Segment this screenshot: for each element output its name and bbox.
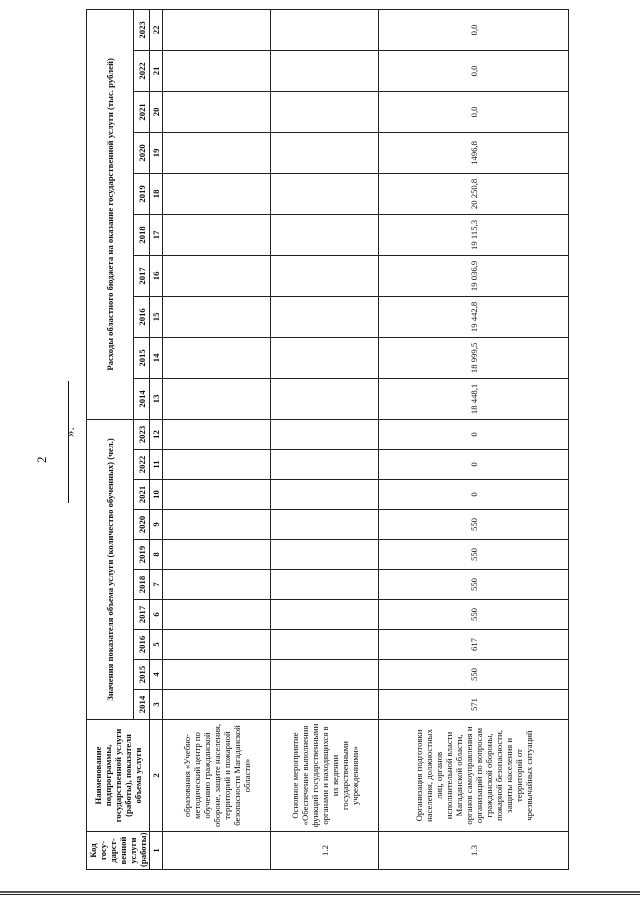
row-name: Основное мероприятие «Обеспечение выполнения функций государственными органами и находящихся в их ведении государственными учреждениями»: [271, 720, 379, 832]
expense-cell: [271, 378, 379, 419]
expense-cell: [271, 173, 379, 214]
table-row: [271, 9, 379, 869]
volume-cell: [163, 540, 271, 570]
row-name: образования «Учебно-методический центр по обучению гражданской обороне, защите населения, территорий и пожарной безопасности Магаданской области»: [163, 720, 271, 832]
budget-table: [86, 9, 569, 870]
header-volume-year: 2020: [134, 510, 150, 540]
header-expense-year: 2020: [134, 132, 150, 173]
expense-cell: 20 250,8: [379, 173, 569, 214]
column-number: 21: [150, 50, 163, 91]
expense-cell: 0,0: [379, 50, 569, 91]
header-volume-year: 2017: [134, 600, 150, 630]
column-number: 5: [150, 630, 163, 660]
volume-cell: [271, 419, 379, 449]
row-code: 1.2: [271, 832, 379, 870]
volume-cell: [163, 480, 271, 510]
expense-cell: [163, 378, 271, 419]
volume-cell: [163, 570, 271, 600]
volume-cell: 550: [379, 510, 569, 540]
column-number: 2: [150, 720, 163, 832]
header-volume-year: 2022: [134, 450, 150, 480]
header-expense-year: 2017: [134, 255, 150, 296]
volume-cell: [163, 450, 271, 480]
volume-cell: [163, 660, 271, 690]
volume-cell: [271, 450, 379, 480]
column-number: 13: [150, 378, 163, 419]
volume-cell: [271, 540, 379, 570]
volume-cell: 0: [379, 450, 569, 480]
expense-cell: [163, 337, 271, 378]
column-number: 18: [150, 173, 163, 214]
header-volume-year: 2018: [134, 570, 150, 600]
header-expense-group: Расходы областного бюджета на оказание государственной услуги (тыс. рублей): [87, 9, 134, 419]
header-expense-year: 2016: [134, 296, 150, 337]
volume-cell: 550: [379, 660, 569, 690]
header-expense-year: 2023: [134, 9, 150, 50]
volume-cell: [163, 600, 271, 630]
column-number: 22: [150, 9, 163, 50]
column-number: 3: [150, 690, 163, 720]
header-name: Наименование подпрограммы, государственной услуги (работы), показателя объема услуги: [87, 720, 150, 832]
expense-cell: 19 036,9: [379, 255, 569, 296]
volume-cell: 550: [379, 600, 569, 630]
volume-cell: 571: [379, 690, 569, 720]
header-expense-year: 2019: [134, 173, 150, 214]
expense-cell: [163, 9, 271, 50]
expense-cell: [271, 296, 379, 337]
expense-cell: [163, 255, 271, 296]
header-code: Код госу-дарст-венной услуги (работы): [87, 832, 150, 870]
volume-cell: [271, 660, 379, 690]
column-number: 1: [150, 832, 163, 870]
volume-cell: [271, 600, 379, 630]
header-volume-year: 2019: [134, 540, 150, 570]
expense-cell: [271, 91, 379, 132]
expense-cell: [163, 214, 271, 255]
expense-cell: [271, 255, 379, 296]
volume-cell: 550: [379, 540, 569, 570]
column-number: 9: [150, 510, 163, 540]
volume-cell: 0: [379, 419, 569, 449]
row-code: 1.3: [379, 832, 569, 870]
expense-cell: [271, 50, 379, 91]
expense-cell: 19 115,3: [379, 214, 569, 255]
column-number: 8: [150, 540, 163, 570]
volume-cell: [271, 690, 379, 720]
header-volume-year: 2021: [134, 480, 150, 510]
header-volume-year: 2023: [134, 419, 150, 449]
header-expense-year: 2014: [134, 378, 150, 419]
column-number: 6: [150, 600, 163, 630]
volume-cell: [163, 690, 271, 720]
closing-rule: [68, 381, 69, 503]
volume-cell: [163, 419, 271, 449]
column-number: 15: [150, 296, 163, 337]
header-expense-year: 2015: [134, 337, 150, 378]
volume-cell: [163, 510, 271, 540]
expense-cell: [163, 132, 271, 173]
column-number: 14: [150, 337, 163, 378]
expense-cell: 1496,8: [379, 132, 569, 173]
expense-cell: 19 442,8: [379, 296, 569, 337]
column-number: 12: [150, 419, 163, 449]
expense-cell: 0,0: [379, 9, 569, 50]
scan-edge-line: [0, 894, 640, 895]
expense-cell: [163, 296, 271, 337]
expense-cell: 18 448,1: [379, 378, 569, 419]
expense-cell: [163, 50, 271, 91]
column-number: 19: [150, 132, 163, 173]
column-number-row: [150, 9, 163, 869]
row-name: Организация подготовки населения, должностных лиц, органов исполнительной власти Магаданской области, органов самоуправления и организаций по вопросам гражданской обороны, пожарной безопасности, защиты населения и территорий от чрезвычайных ситуаций: [379, 720, 569, 832]
header-expense-year: 2018: [134, 214, 150, 255]
expense-cell: [271, 132, 379, 173]
column-number: 11: [150, 450, 163, 480]
scan-edge-shadow: [0, 891, 640, 893]
header-expense-year: 2021: [134, 91, 150, 132]
expense-cell: 0,0: [379, 91, 569, 132]
volume-cell: [271, 480, 379, 510]
expense-cell: [271, 9, 379, 50]
header-expense-year: 2022: [134, 50, 150, 91]
volume-cell: [163, 630, 271, 660]
expense-cell: [163, 91, 271, 132]
header-volume-year: 2016: [134, 630, 150, 660]
header-volume-year: 2015: [134, 660, 150, 690]
column-number: 16: [150, 255, 163, 296]
volume-cell: [271, 570, 379, 600]
expense-cell: [271, 214, 379, 255]
table-row: [163, 9, 271, 869]
column-number: 17: [150, 214, 163, 255]
expense-cell: [163, 173, 271, 214]
header-volume-group: Значения показателя объема услуги (количество обученных) (чел.): [87, 419, 134, 719]
expense-cell: 18 999,5: [379, 337, 569, 378]
column-number: 10: [150, 480, 163, 510]
volume-cell: 550: [379, 570, 569, 600]
table-row: [379, 9, 569, 869]
closing-mark: ».: [62, 427, 77, 437]
page-number: 2: [34, 456, 49, 463]
row-code: [163, 832, 271, 870]
volume-cell: 0: [379, 480, 569, 510]
volume-cell: 617: [379, 630, 569, 660]
volume-cell: [271, 630, 379, 660]
column-number: 7: [150, 570, 163, 600]
column-number: 4: [150, 660, 163, 690]
column-number: 20: [150, 91, 163, 132]
header-volume-year: 2014: [134, 690, 150, 720]
volume-cell: [271, 510, 379, 540]
expense-cell: [271, 337, 379, 378]
